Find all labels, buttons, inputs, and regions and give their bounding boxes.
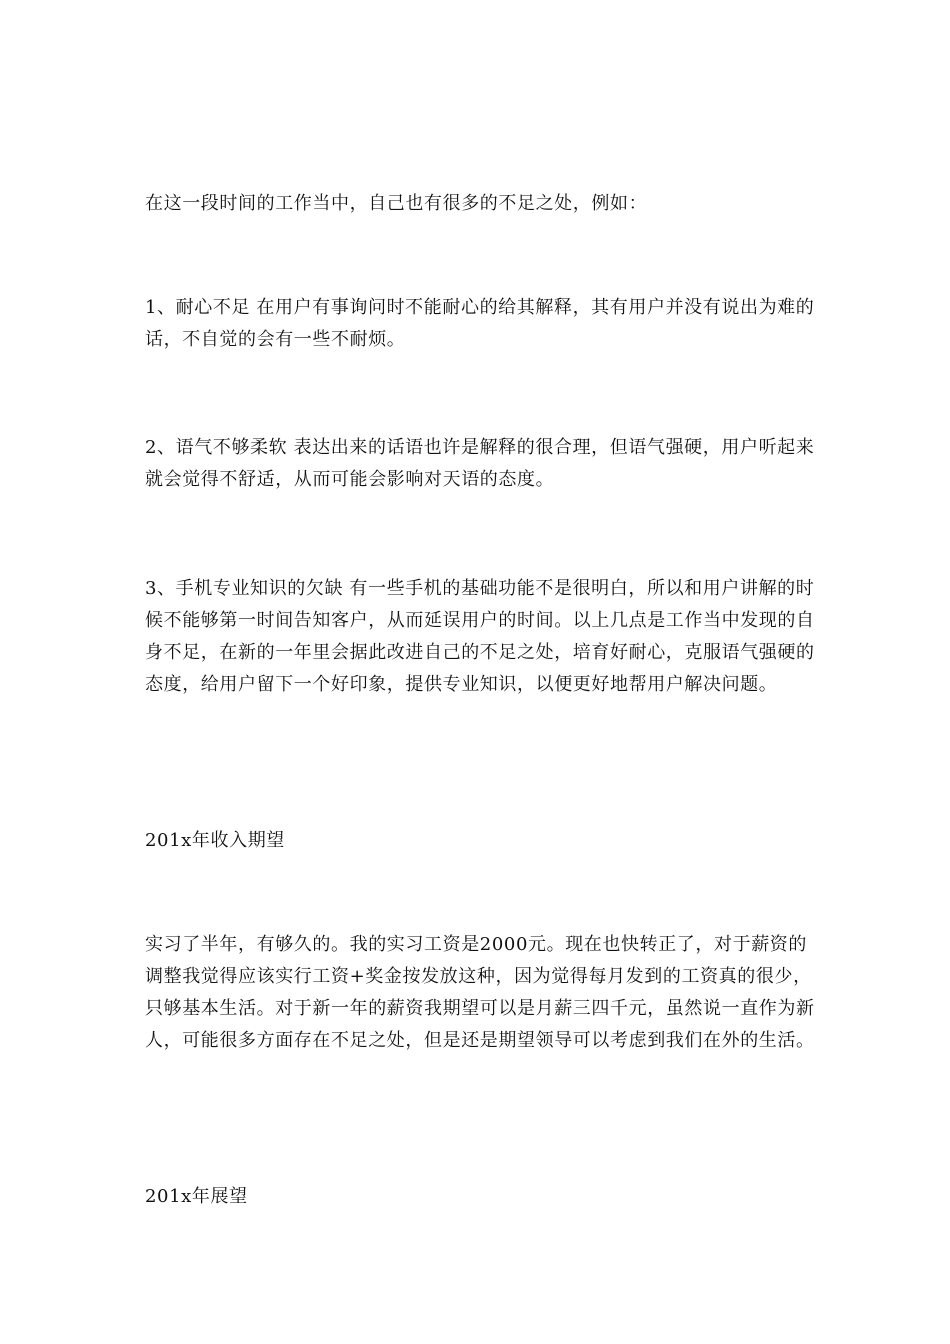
outlook-heading: 201x年展望 [145,1186,248,1207]
income-expectation-paragraph: 实习了半年，有够久的。我的实习工资是2000元。现在也快转正了，对于薪资的调整我觉得应该实行工资+奖金按发放这种，因为觉得每月发到的工资真的很少，只够基本生活。对于新一年的薪资我期望可以是月薪三四千元，虽然说一直作为新人，可能很多方面存在不足之处，但是还是期望领导可以考虑到我们在外的生活。 [145,934,815,1051]
intro-paragraph: 在这一段时间的工作当中，自己也有很多的不足之处，例如： [145,193,648,214]
shortcoming-patience-paragraph: 1、耐心不足 在用户有事询问时不能耐心的给其解释，其有用户并没有说出为难的话，不自觉的会有一些不耐烦。 [145,297,815,350]
shortcoming-tone-paragraph: 2、语气不够柔软 表达出来的话语也许是解释的很合理，但语气强硬，用户听起来就会觉得不舒适，从而可能会影响对天语的态度。 [145,437,815,490]
income-expectation-heading: 201x年收入期望 [145,830,285,851]
shortcoming-knowledge-paragraph: 3、手机专业知识的欠缺 有一些手机的基础功能不是很明白，所以和用户讲解的时候不能够第一时间告知客户，从而延误用户的时间。以上几点是工作当中发现的自身不足，在新的一年里会据此改进自己的不足之处，培育好耐心，克服语气强硬的态度，给用户留下一个好印象，提供专业知识，以便更好地帮用户解决问题。 [145,578,815,695]
